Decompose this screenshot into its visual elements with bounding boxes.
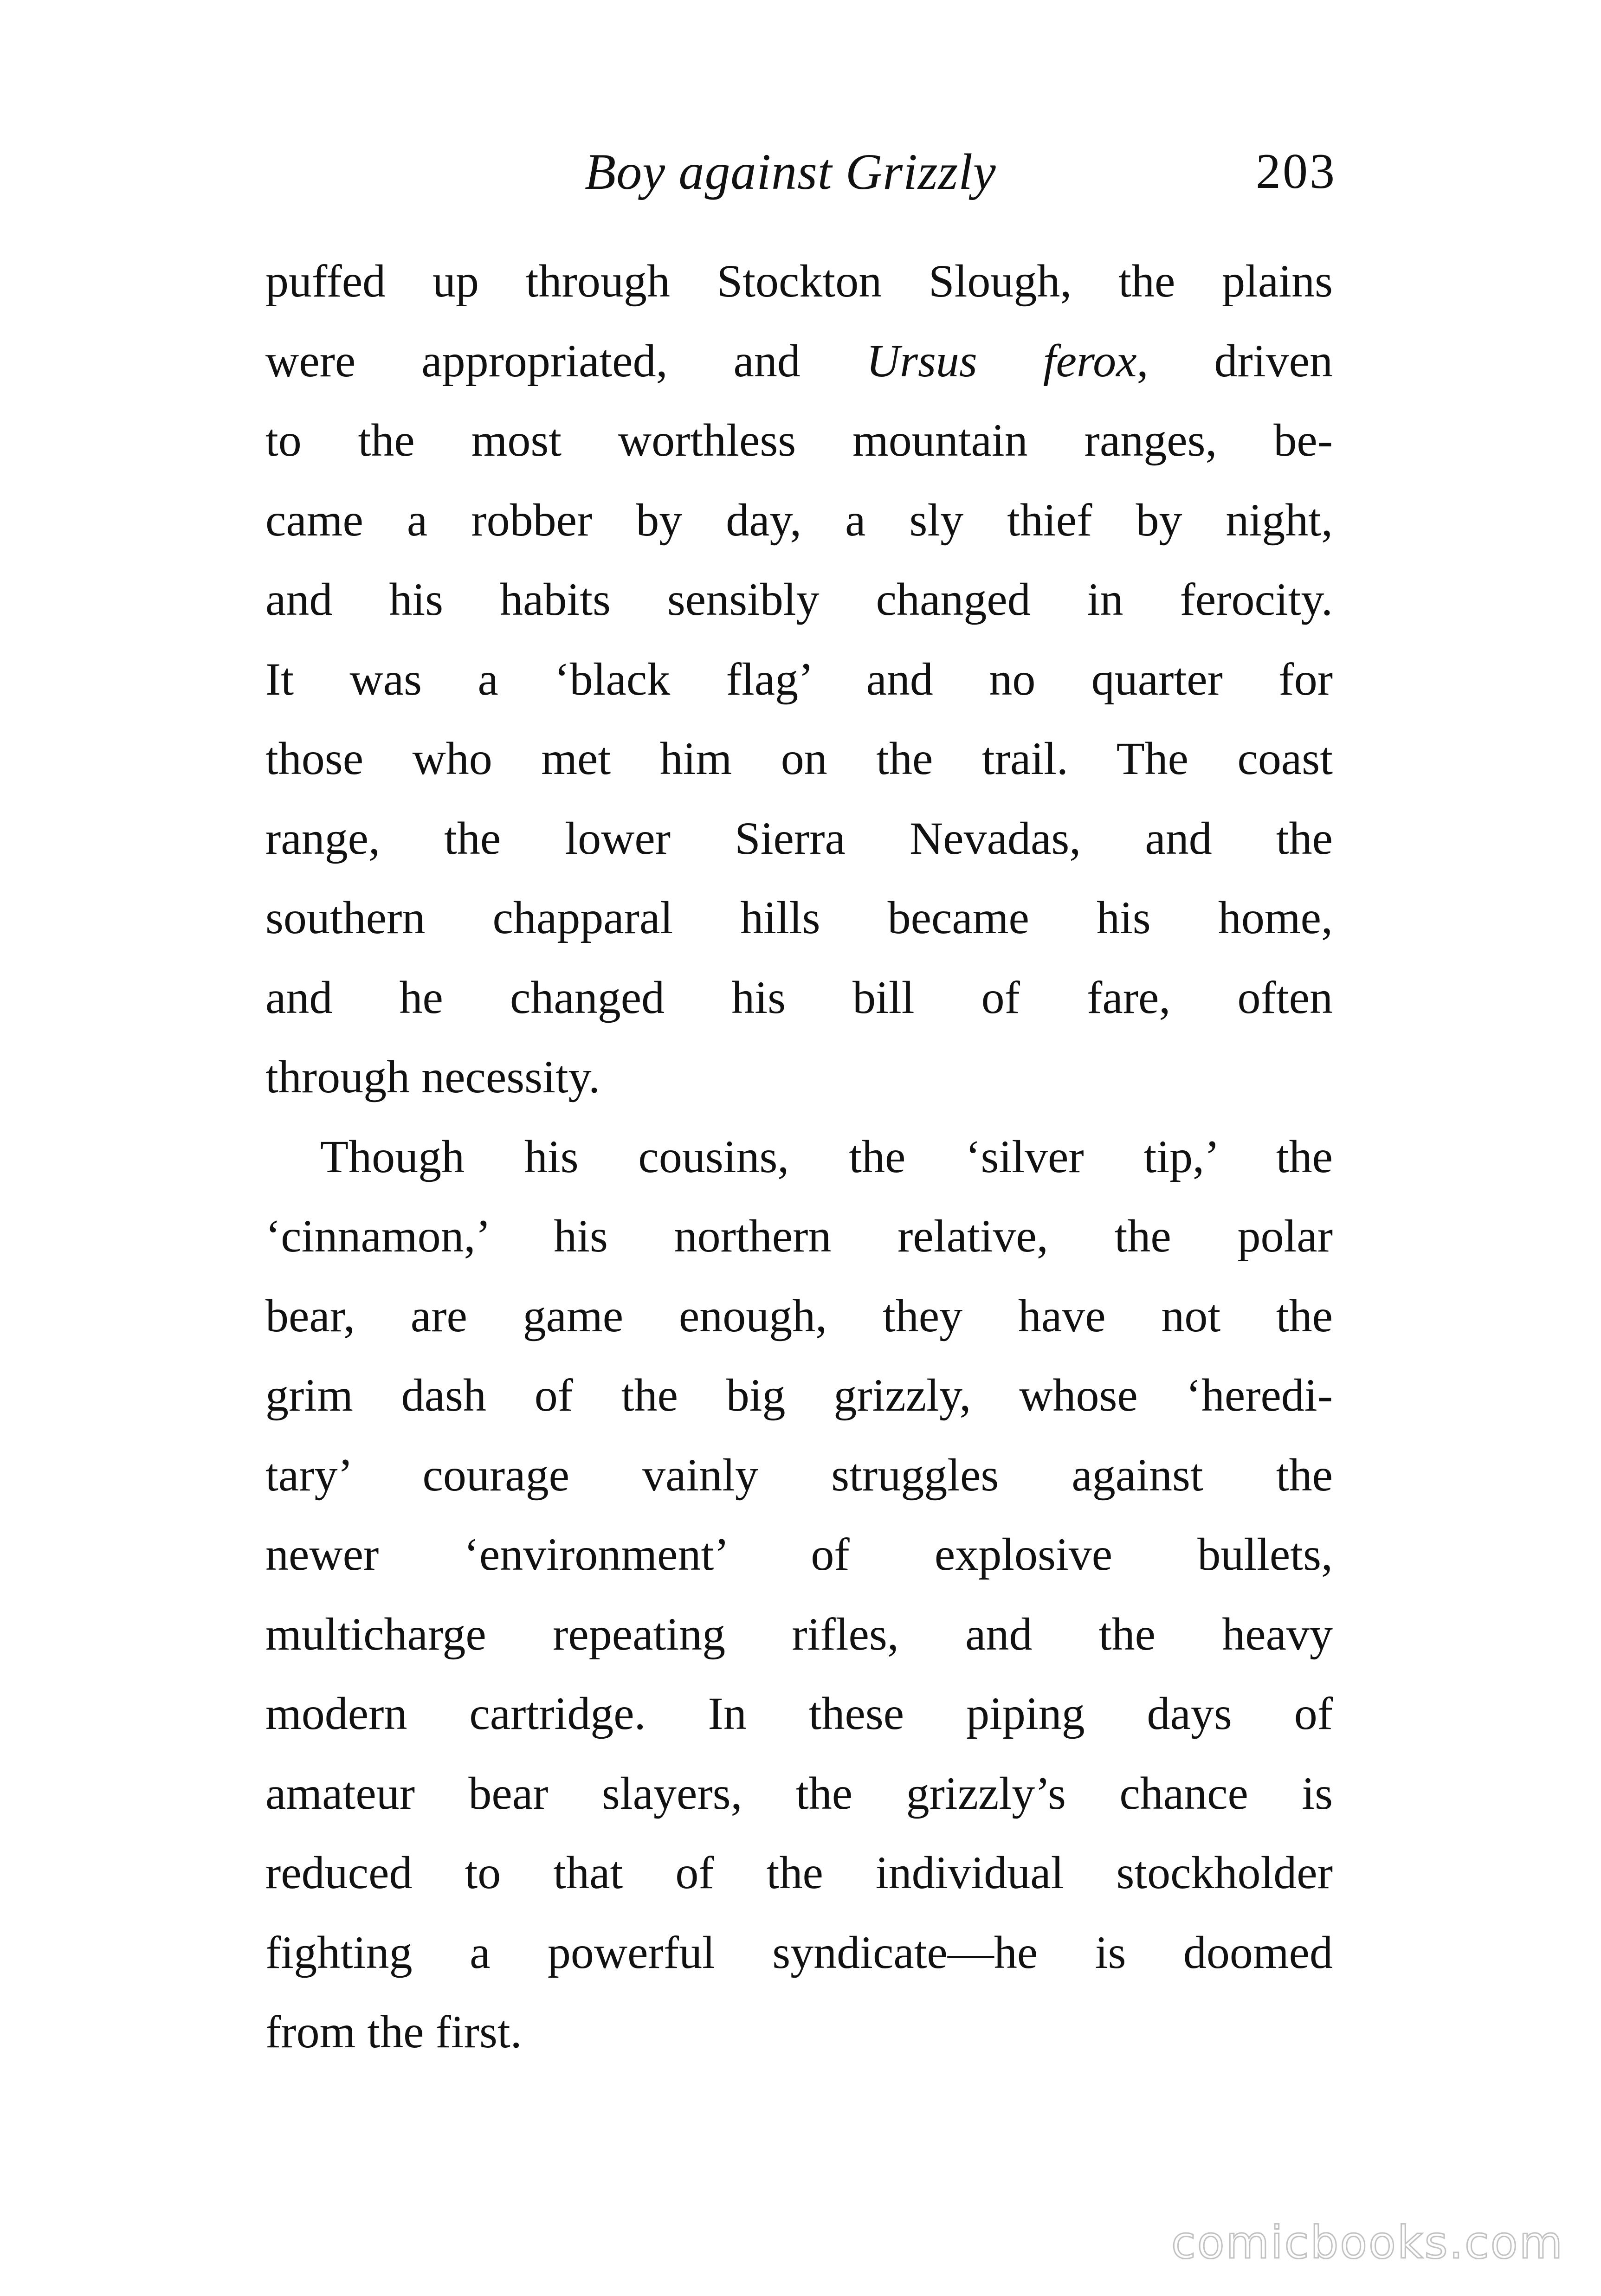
text-line: newer ‘environment’ of explosive bullets, <box>265 1529 1333 1580</box>
text-line: grim dash of the big grizzly, whose ‘heredi- <box>265 1369 1333 1421</box>
body-text <box>265 241 1333 2072</box>
text-line: to the most worthless mountain ranges, be- <box>265 414 1333 466</box>
text-line: It was a ‘black flag’ and no quarter for <box>265 653 1333 705</box>
running-title: Boy against Grizzly <box>585 143 996 200</box>
text-line <box>265 321 1333 401</box>
text-line: amateur bear slayers, the grizzly’s chance is <box>265 1767 1333 1819</box>
text-line: southern chapparal hills became his home, <box>265 892 1333 943</box>
text-run: were appropriated, and <box>265 335 866 387</box>
text-line: came a robber by day, a sly thief by night, <box>265 494 1333 546</box>
text-run: , driven <box>1136 335 1333 387</box>
text-line: from the first. <box>265 2006 522 2057</box>
text-line: tary’ courage vainly struggles against the <box>265 1449 1333 1501</box>
text-line: bear, are game enough, they have not the <box>265 1290 1333 1341</box>
latin-species-name: Ursus ferox <box>866 335 1137 387</box>
text-line: range, the lower Sierra Nevadas, and the <box>265 812 1333 864</box>
text-line: through necessity. <box>265 1051 600 1103</box>
text-line: fighting a powerful syndicate—he is doomed <box>265 1926 1333 1978</box>
text-line: Though his cousins, the ‘silver tip,’ the <box>320 1130 1333 1182</box>
page-number: 203 <box>1256 144 1336 199</box>
text-line: modern cartridge. In these piping days of <box>265 1688 1333 1739</box>
text-line: those who met him on the trail. The coast <box>265 733 1333 784</box>
paragraph-1 <box>265 241 1333 1117</box>
running-head <box>265 139 1336 204</box>
text-line: multicharge repeating rifles, and the heavy <box>265 1608 1333 1660</box>
text-line: puffed up through Stockton Slough, the plains <box>265 255 1333 307</box>
text-line: and his habits sensibly changed in ferocity. <box>265 574 1333 625</box>
watermark: comicbooks.com <box>1171 2217 1564 2269</box>
text-line: ‘cinnamon,’ his northern relative, the polar <box>265 1210 1333 1262</box>
paragraph-2 <box>265 1117 1333 2072</box>
text-line: reduced to that of the individual stockholder <box>265 1847 1333 1898</box>
text-line: and he changed his bill of fare, often <box>265 971 1333 1023</box>
